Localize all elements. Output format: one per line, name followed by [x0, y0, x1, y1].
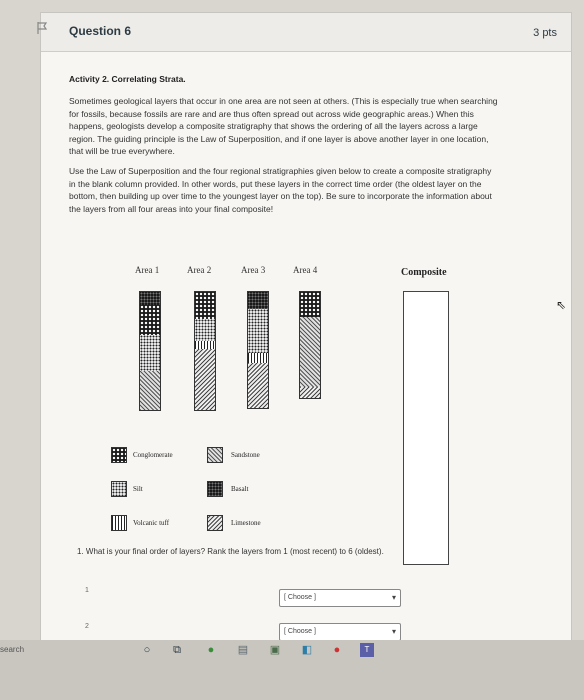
area-1-column — [139, 291, 161, 411]
layer-volcanic-tuff — [194, 341, 216, 349]
area-3-column — [247, 291, 269, 409]
activity-paragraph-1: Sometimes geological layers that occur in one area are not seen at others. (This is especially true when searching for fossils, because fossils are rare and are thus often spread out across wide geographic areas.) When this happens, geologists develop a composite stratigraphy that shows the ordering of all the layers across a large region. The guiding principle is the Law of Superposition, and if one layer is above another layer in one location, that will be true everywhere. — [69, 96, 498, 157]
stratigraphy-figure — [41, 263, 571, 533]
flag-icon[interactable] — [35, 21, 49, 35]
layer-limestone — [247, 363, 269, 409]
layer-sandstone — [299, 317, 321, 387]
legend-volcanic-tuff: Volcanic tuff — [133, 519, 170, 527]
row-number-2: 2 — [85, 623, 89, 630]
layer-basalt — [247, 291, 269, 309]
select-value: [ Choose ] — [284, 628, 316, 635]
area-2-label: Area 2 — [187, 265, 212, 275]
activity-title: Activity 2. Correlating Strata. — [69, 74, 186, 84]
area-2-column — [194, 291, 216, 411]
select-value: [ Choose ] — [284, 594, 316, 601]
app-icon[interactable]: ● — [333, 644, 341, 656]
layer-basalt — [139, 291, 161, 305]
layer-limestone — [299, 387, 321, 399]
left-margin — [0, 0, 40, 640]
question-title: Question 6 — [69, 24, 132, 38]
question-header — [41, 13, 571, 52]
file-explorer-icon[interactable]: ▤ — [237, 644, 249, 656]
area-3-label: Area 3 — [241, 265, 266, 275]
area-4-label: Area 4 — [293, 265, 318, 275]
silt-swatch — [111, 481, 127, 497]
rank-select-2[interactable] — [279, 623, 401, 641]
layer-silt — [139, 335, 161, 371]
layer-volcanic-tuff — [247, 353, 269, 363]
area-1-label: Area 1 — [135, 265, 160, 275]
legend-limestone: Limestone — [231, 519, 261, 527]
sandstone-swatch — [207, 447, 223, 463]
question-card — [40, 12, 572, 642]
store-icon[interactable]: ▣ — [269, 644, 281, 656]
area-4-column — [299, 291, 321, 399]
basalt-swatch — [207, 481, 223, 497]
rank-select-1[interactable] — [279, 589, 401, 607]
layer-sandstone — [139, 371, 161, 411]
teams-icon[interactable]: T — [360, 643, 374, 657]
legend-conglomerate: Conglomerate — [133, 451, 173, 459]
question-points: 3 pts — [533, 27, 557, 39]
activity-paragraph-2: Use the Law of Superposition and the four regional stratigraphies given below to create a composite stratigraphy in the blank column provided. In other words, put these layers in the correct time order (the oldest layer on the bottom, then building up over time to the youngest layer on the top). Be sure to incorporate the information about the layers from all four areas into your final composite! — [69, 166, 492, 214]
chrome-icon[interactable]: ● — [207, 644, 215, 656]
layer-conglomerate — [139, 305, 161, 335]
row-number-1: 1 — [85, 587, 89, 594]
layer-conglomerate — [299, 291, 321, 317]
cortana-icon[interactable]: ○ — [143, 644, 151, 656]
layer-silt — [194, 319, 216, 341]
legend-sandstone: Sandstone — [231, 451, 260, 459]
conglomerate-swatch — [111, 447, 127, 463]
chevron-down-icon: ▾ — [391, 593, 396, 602]
composite-column — [403, 291, 449, 565]
legend-silt: Silt — [133, 485, 143, 493]
rank-question: 1. What is your final order of layers? Rank the layers from 1 (most recent) to 6 (oldest). — [77, 547, 384, 556]
question-body — [69, 73, 499, 223]
chevron-down-icon: ▾ — [391, 627, 396, 636]
layer-limestone — [194, 349, 216, 411]
taskbar-search[interactable]: search — [0, 645, 25, 654]
mouse-cursor-icon: ⇖ — [556, 298, 567, 312]
composite-label: Composite — [401, 267, 447, 278]
mail-icon[interactable]: ◧ — [301, 644, 313, 656]
volcanic-tuff-swatch — [111, 515, 127, 531]
taskbar — [0, 640, 584, 700]
task-view-icon[interactable]: ⧉ — [173, 644, 181, 656]
layer-conglomerate — [194, 291, 216, 319]
legend-basalt: Basalt — [231, 485, 249, 493]
layer-silt — [247, 309, 269, 353]
limestone-swatch — [207, 515, 223, 531]
